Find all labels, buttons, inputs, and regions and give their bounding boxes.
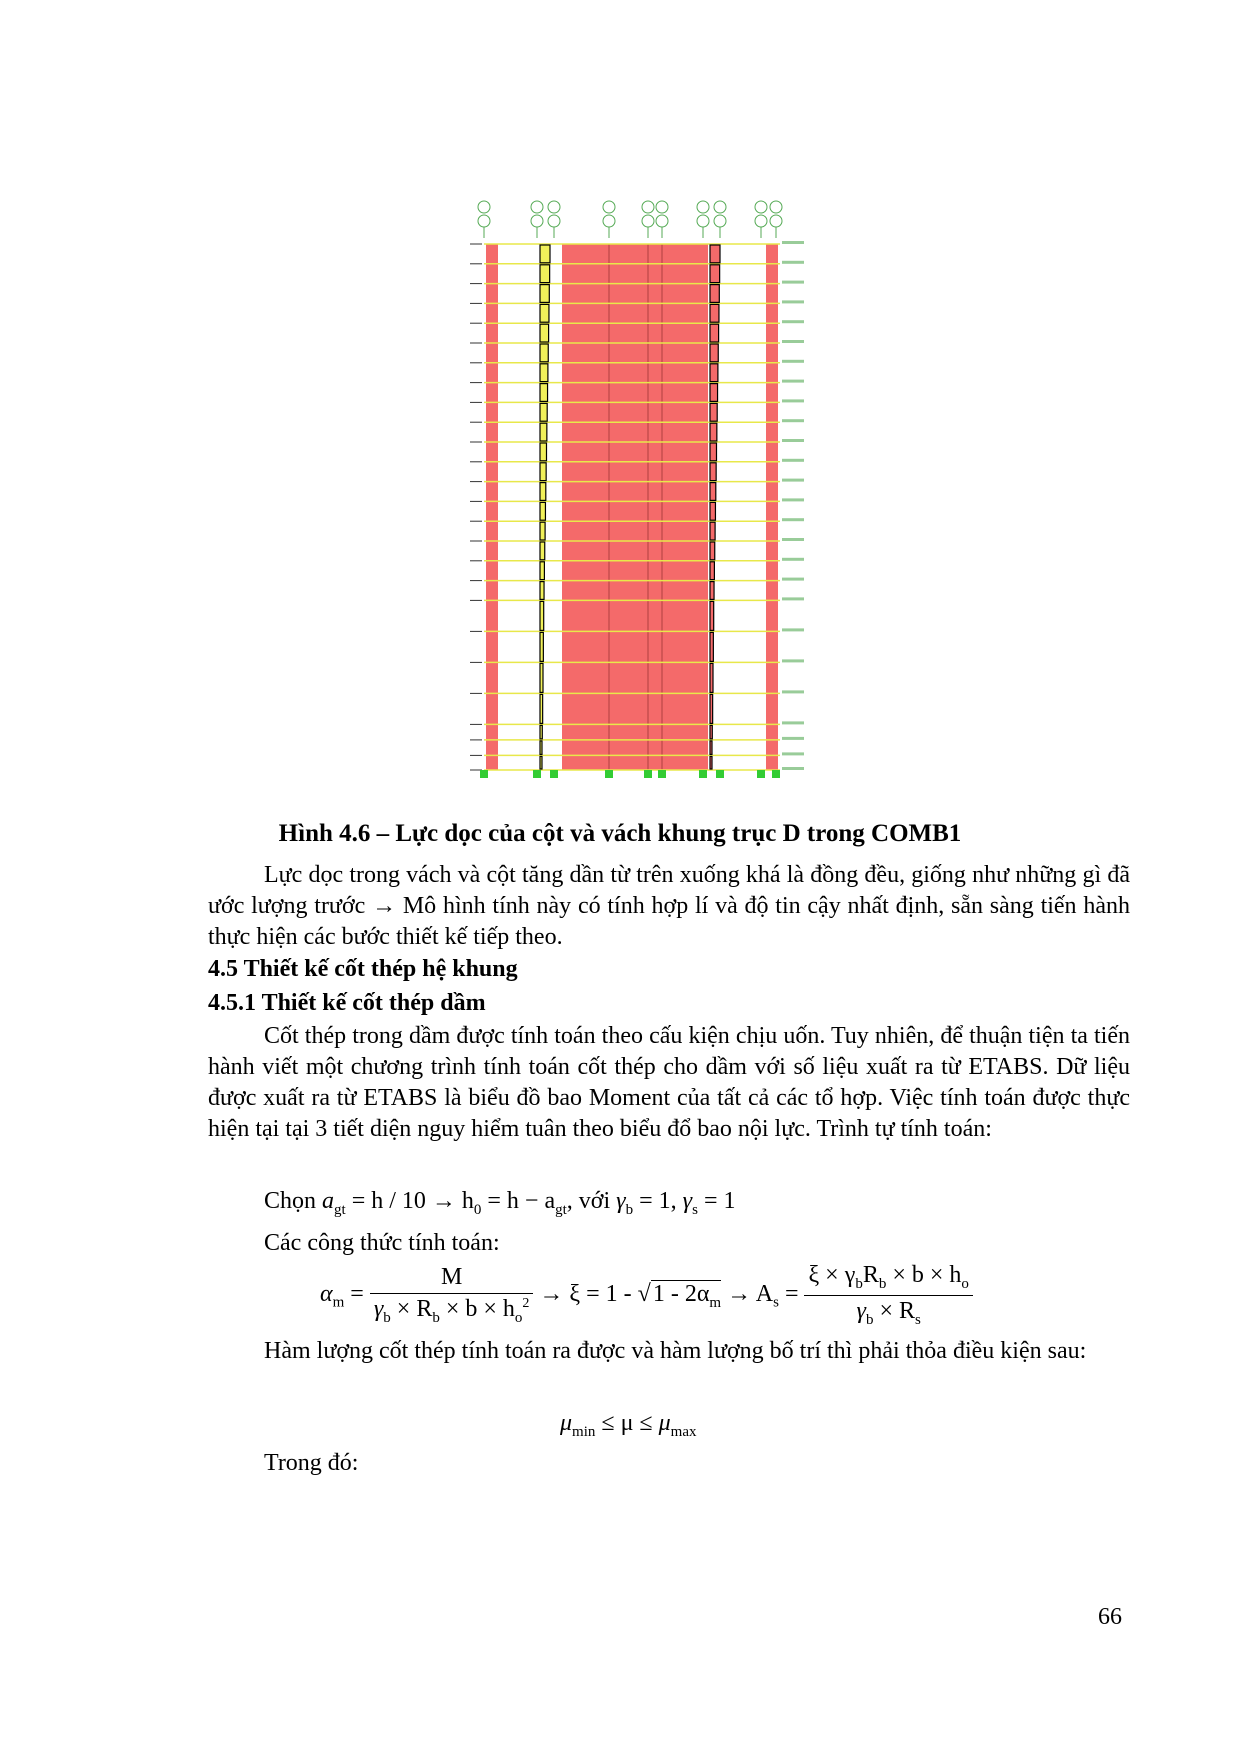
- column-bar-right: [710, 582, 714, 600]
- figure-caption: Hình 4.6 – Lực dọc của cột và vách khung trục D trong COMB1: [278, 820, 962, 847]
- column-bar-right: [710, 443, 717, 461]
- grid-bubble: [656, 201, 668, 213]
- column-bar-right: [710, 344, 718, 362]
- column-bar-right: [710, 483, 716, 501]
- support-node: [699, 770, 707, 778]
- column-bar-right: [710, 423, 717, 441]
- column-bar-left: [540, 502, 545, 520]
- column-bar-right: [710, 463, 716, 481]
- grid-bubble: [531, 215, 543, 227]
- section-heading-4-5: 4.5 Thiết kế cốt thép hệ khung: [208, 956, 518, 982]
- support-node: [550, 770, 558, 778]
- etabs-axial-force-figure: [470, 198, 820, 790]
- choose-a-gt-line: Chọn $a_{gt} = h / 10 \to h_0 = h - a_{gt}$, với $\gamma_b = 1$, $\gamma_s = 1$: [264, 1188, 736, 1218]
- column-bar-right: [710, 756, 712, 769]
- grid-bubble: [770, 215, 782, 227]
- grid-bubble: [697, 201, 709, 213]
- story-label: [782, 690, 804, 693]
- alpha-m-fraction: $\frac{M}{\gamma_b \times R_b \times b \times h_o^2}$: [370, 1264, 534, 1327]
- main-formula: $\alpha_m$ = $\frac{M}{\gamma_b \times R_b \times b \times h_o^2}$ → $\xi = 1 - √1 - 2\alpha_m \to A_s$ = $\frac{\xi \times \gamma_bR_b \times b \times h_o}{\gamma_b \times R_s}$: [320, 1262, 973, 1329]
- support-node: [772, 770, 780, 778]
- story-label: [782, 459, 804, 462]
- column-bar-right: [710, 663, 713, 692]
- column-bar-left: [540, 403, 547, 421]
- grid-bubble: [603, 215, 615, 227]
- column-bar-left: [540, 632, 543, 661]
- section-heading-4-5-1: 4.5.1 Thiết kế cốt thép dầm: [208, 990, 486, 1016]
- column-bar-left: [540, 582, 544, 600]
- column-bar-right: [710, 725, 712, 739]
- column-bar-right: [710, 364, 718, 382]
- column-bar-right: [710, 324, 719, 342]
- grid-axis-bubbles: [478, 201, 782, 238]
- column-bar-right: [710, 245, 720, 263]
- mu-condition: $\mu_{min} \le \mu \le \mu_{max}$: [560, 1410, 697, 1440]
- story-label: [782, 419, 804, 422]
- support-node: [480, 770, 488, 778]
- story-label: [782, 721, 804, 724]
- column-bar-right: [710, 694, 713, 723]
- column-bar-left: [540, 304, 549, 322]
- column-bar-right: [710, 522, 715, 540]
- story-label: [782, 439, 804, 442]
- support-node: [533, 770, 541, 778]
- column-bar-left: [540, 364, 548, 382]
- column-bar-right: [710, 632, 713, 661]
- grid-bubble: [656, 215, 668, 227]
- column-bar-left: [540, 522, 545, 540]
- support-node: [757, 770, 765, 778]
- column-bar-right: [710, 384, 718, 402]
- column-bar-left: [540, 463, 546, 481]
- support-node: [644, 770, 652, 778]
- formulas-label: Các công thức tính toán:: [264, 1230, 500, 1256]
- grid-bubble: [478, 215, 490, 227]
- column-bar-right: [710, 562, 714, 580]
- grid-bubble: [770, 201, 782, 213]
- column-bar-left: [540, 725, 542, 739]
- grid-bubble: [478, 201, 490, 213]
- column-bar-left: [540, 663, 543, 692]
- column-bar-left: [540, 756, 542, 769]
- grid-bubble: [714, 201, 726, 213]
- column-bar-left: [540, 423, 547, 441]
- column-bar-left: [540, 245, 550, 263]
- paragraph-reinforcement-ratio: Hàm lượng cốt thép tính toán ra được và hàm lượng bố trí thì phải thỏa điều kiện sau:: [264, 1338, 1087, 1364]
- column-bar-left: [540, 483, 546, 501]
- column-bar-right: [710, 304, 719, 322]
- grid-bubble: [714, 215, 726, 227]
- grid-bubble: [642, 201, 654, 213]
- story-label: [782, 538, 804, 541]
- story-label: [782, 628, 804, 631]
- grid-bubble: [548, 201, 560, 213]
- story-label: [782, 767, 804, 770]
- paragraph-conclusion: Lực dọc trong vách và cột tăng dần từ trên xuống khá là đồng đều, giống như những gì đã ước lượng trước → Mô hình tính này có tính hợp lí và độ tin cậy nhất định, sẵn sàng tiến hành thực hiện các bước thiết kế tiếp theo.: [208, 862, 1130, 950]
- column-bar-left: [540, 285, 549, 303]
- grid-bubble: [531, 201, 543, 213]
- column-bar-right: [710, 502, 715, 520]
- column-bar-right: [710, 265, 720, 283]
- column-bar-left: [540, 324, 549, 342]
- story-label: [782, 518, 804, 521]
- support-node: [716, 770, 724, 778]
- column-bar-left: [540, 542, 545, 560]
- grid-bubble: [642, 215, 654, 227]
- story-label: [782, 380, 804, 383]
- column-bar-right: [710, 601, 714, 630]
- grid-bubble: [755, 201, 767, 213]
- grid-bubble: [697, 215, 709, 227]
- column-bar-left: [540, 443, 547, 461]
- column-bar-left: [540, 344, 548, 362]
- story-label: [782, 261, 804, 264]
- column-bar-left: [540, 384, 548, 402]
- story-label: [782, 340, 804, 343]
- grid-bubble: [603, 201, 615, 213]
- story-label: [782, 752, 804, 755]
- story-label: [782, 281, 804, 284]
- story-label: [782, 360, 804, 363]
- story-label: [782, 558, 804, 561]
- story-label: [782, 241, 804, 244]
- column-bar-right: [710, 741, 712, 755]
- column-bar-left: [540, 562, 544, 580]
- grid-bubble: [755, 215, 767, 227]
- column-bar-left: [540, 694, 543, 723]
- column-bar-right: [710, 285, 719, 303]
- column-bar-left: [540, 741, 542, 755]
- story-label: [782, 597, 804, 600]
- story-label: [782, 737, 804, 740]
- story-label: [782, 578, 804, 581]
- page-number: 66: [1098, 1604, 1122, 1630]
- story-label: [782, 659, 804, 662]
- column-bar-right: [710, 403, 717, 421]
- story-label: [782, 479, 804, 482]
- support-node: [658, 770, 666, 778]
- paragraph-beam-design: Cốt thép trong dầm được tính toán theo cấu kiện chịu uốn. Tuy nhiên, để thuận tiện ta tiến hành viết một chương trình tính toán cốt thép cho dầm với số liệu xuất ra từ ETABS. Dữ liệu được xuất ra từ ETABS là biểu đồ bao Moment của tất cả các tổ hợp. Việc tính toán được thực hiện tại tại 3 tiết diện nguy hiểm tuân theo biểu đổ bao nội lực. Trình tự tính toán:: [208, 1023, 1130, 1142]
- story-label: [782, 320, 804, 323]
- story-label: [782, 399, 804, 402]
- grid-bubble: [548, 215, 560, 227]
- story-label: [782, 498, 804, 501]
- support-node: [605, 770, 613, 778]
- story-label: [782, 300, 804, 303]
- column-bar-left: [540, 601, 544, 630]
- As-fraction: $\frac{\xi \times \gamma_bR_b \times b \times h_o}{\gamma_b \times R_s}$: [804, 1262, 972, 1329]
- base-supports: [480, 770, 780, 778]
- column-bar-right: [710, 542, 715, 560]
- column-bar-left: [540, 265, 550, 283]
- where-label: Trong đó:: [264, 1450, 359, 1476]
